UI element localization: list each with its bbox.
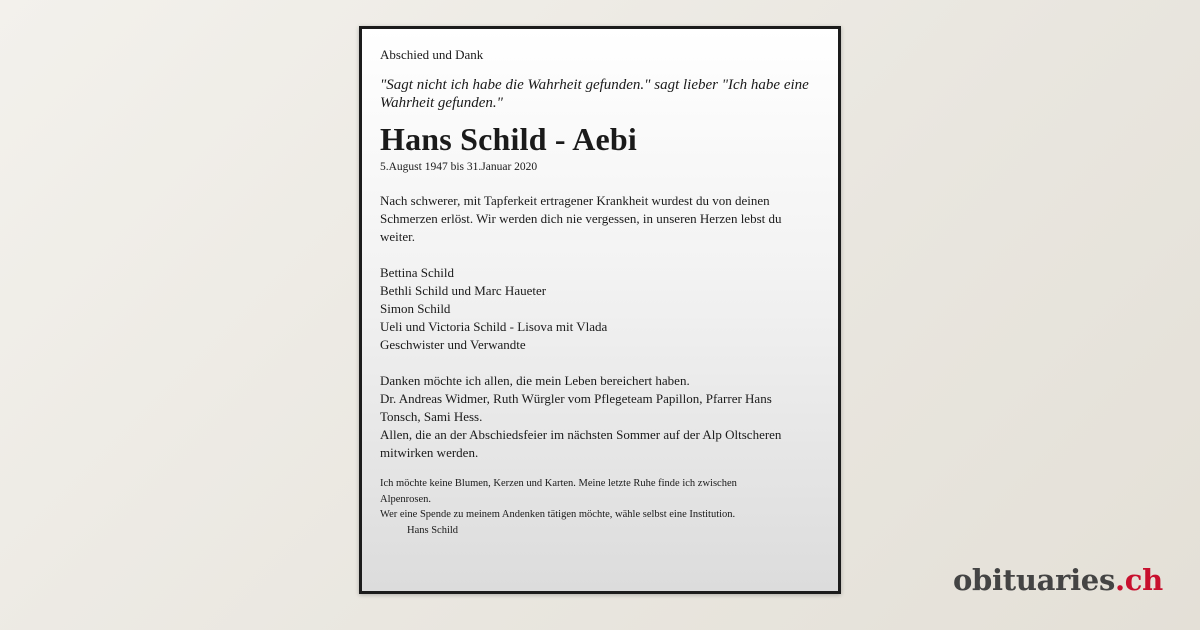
note-line: Alpenrosen. <box>380 493 432 505</box>
mourner-item: Bethli Schild und Marc Haueter <box>380 283 547 298</box>
site-logo[interactable] <box>953 563 1163 597</box>
thanks-line: Allen, die an der Abschiedsfeier im nächsten Sommer auf der Alp Oltscheren <box>380 427 782 442</box>
obituary-message <box>380 192 825 246</box>
mourners-list <box>380 264 825 354</box>
quote-line: "Sagt nicht ich habe die Wahrheit gefunden." sagt lieber "Ich habe eine <box>380 77 809 93</box>
thanks-line: Tonsch, Sami Hess. <box>380 409 483 424</box>
signature: Hans Schild <box>407 524 459 536</box>
message-line: Nach schwerer, mit Tapferkeit ertragener Krankheit wurdest du von deinen <box>380 193 770 208</box>
mourner-item: Simon Schild <box>380 301 451 316</box>
mourner-item: Ueli und Victoria Schild - Lisova mit Vlada <box>380 319 608 334</box>
note-line: Wer eine Spende zu meinem Andenken tätigen möchte, wähle selbst eine Institution. <box>380 509 736 520</box>
mourner-item: Bettina Schild <box>380 265 455 280</box>
thanks-line: mitwirken werden. <box>380 445 479 460</box>
note-line: Ich möchte keine Blumen, Kerzen und Karten. Meine letzte Ruhe finde ich zwischen <box>380 478 737 489</box>
logo-tld: .ch <box>1114 563 1163 597</box>
logo-name: obituaries <box>953 563 1115 597</box>
life-dates: 5.August 1947 bis 31.Januar 2020 <box>380 161 538 173</box>
final-notes <box>380 476 825 538</box>
obituary-heading: Abschied und Dank <box>380 47 484 62</box>
obituary-content <box>380 47 825 538</box>
message-line: weiter. <box>380 229 416 244</box>
obituary-card <box>359 26 841 594</box>
deceased-name: Hans Schild - Aebi <box>380 121 638 157</box>
thanks-section <box>380 372 825 462</box>
thanks-line: Dr. Andreas Widmer, Ruth Würgler vom Pflegeteam Papillon, Pfarrer Hans <box>380 391 772 406</box>
mourner-item: Geschwister und Verwandte <box>380 337 526 352</box>
quote-line: Wahrheit gefunden." <box>380 95 503 111</box>
message-line: Schmerzen erlöst. Wir werden dich nie vergessen, in unseren Herzen lebst du <box>380 211 782 226</box>
thanks-line: Danken möchte ich allen, die mein Leben bereichert haben. <box>380 373 690 388</box>
obituary-quote <box>380 76 825 112</box>
